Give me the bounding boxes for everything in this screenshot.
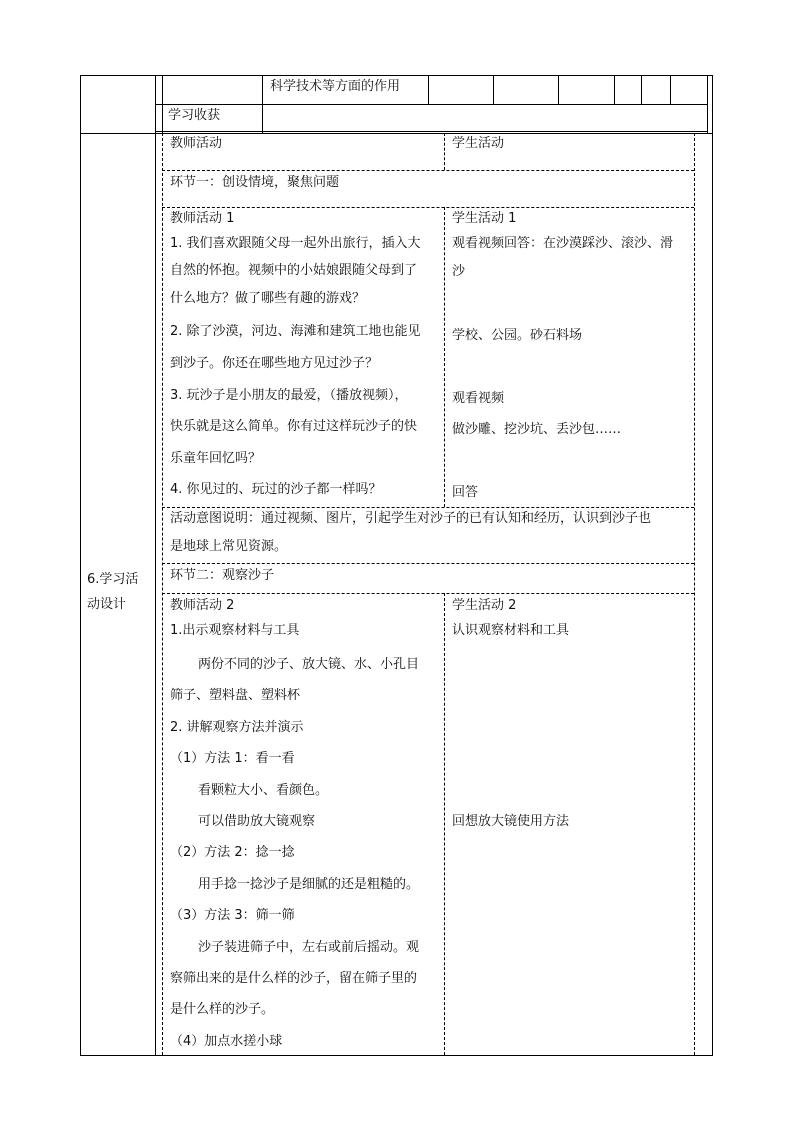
split-line <box>444 207 445 507</box>
row-divider <box>155 104 707 105</box>
section-label: 6.学习活动设计 <box>87 572 139 612</box>
inner-column-line <box>262 75 263 133</box>
dashed-row <box>162 593 694 594</box>
stage1-teacher-line: 1. 我们喜欢跟随父母一起外出旅行，插入大 <box>170 236 421 251</box>
stage1-teacher-line: 2. 除了沙漠，河边、海滩和建筑工地也能见 <box>170 324 421 339</box>
grid-cell-line <box>614 75 615 104</box>
stage2-student-head: 学生活动 2 <box>452 598 517 613</box>
stage2-teacher-line: （2）方法 2：捻一捻 <box>170 845 295 860</box>
stage1-teacher-line: 3. 玩沙子是小朋友的最爱，（播放视频）， <box>170 388 408 403</box>
split-line <box>444 593 445 1055</box>
stage2-teacher-line: 察筛出来的是什么样的沙子，留在筛子里的 <box>170 971 418 986</box>
stage2-teacher-line: 看颗粒大小、看颜色。 <box>198 783 329 798</box>
stage1-teacher-line: 乐童年回忆吗？ <box>170 451 262 466</box>
stage2-title: 环节二：观察沙子 <box>170 568 275 583</box>
stage2-teacher-line: （4）加点水搓小球 <box>170 1034 283 1049</box>
stage1-student-line: 观看视频回答：在沙漠踩沙、滚沙、滑 <box>452 236 674 251</box>
dashed-row <box>162 563 694 564</box>
inner-right-line <box>707 75 708 133</box>
stage1-intent-line: 是地球上常见资源。 <box>170 539 288 554</box>
dashed-row <box>162 207 694 208</box>
right-border <box>712 75 713 1055</box>
label-column-divider <box>155 75 156 1055</box>
activity-right-line <box>694 133 695 1055</box>
stage1-student-line: 沙 <box>452 264 466 279</box>
left-border <box>80 75 81 1055</box>
stage2-teacher-line: （1）方法 1：看一看 <box>170 751 295 766</box>
teacher-activity-header: 教师活动 <box>170 136 223 151</box>
stage2-student-line: 认识观察材料和工具 <box>452 623 570 638</box>
stage2-teacher-line: 用手捻一捻沙子是细腻的还是粗糙的。 <box>198 877 420 892</box>
stage1-student-head: 学生活动 1 <box>452 211 517 226</box>
stage2-teacher-line: 沙子装进筛子中，左右或前后摇动。观 <box>198 940 420 955</box>
grid-cell-line <box>670 75 671 104</box>
stage2-teacher-line: 两份不同的沙子、放大镜、水、小孔目 <box>198 657 420 672</box>
stage1-student-line: 做沙雕、挖沙坑、丢沙包…… <box>452 422 622 437</box>
grid-cell-line <box>641 75 642 104</box>
stage1-teacher-head: 教师活动 1 <box>170 211 235 226</box>
bottom-border <box>80 1055 713 1056</box>
activity-left-line <box>162 133 163 1055</box>
stage1-student-line: 观看视频 <box>452 391 505 406</box>
stage2-teacher-line: 2. 讲解观察方法并演示 <box>170 720 304 735</box>
student-activity-header: 学生活动 <box>452 136 505 151</box>
stage2-teacher-line: 1.出示观察材料与工具 <box>170 623 300 638</box>
inner-column-line <box>162 75 163 133</box>
section-top-border <box>80 133 713 134</box>
stage2-teacher-line: 是什么样的沙子。 <box>170 1002 275 1017</box>
row-divider <box>155 131 707 132</box>
stage2-student-line: 回想放大镜使用方法 <box>452 814 570 829</box>
stage1-student-line: 回答 <box>452 485 479 500</box>
dashed-row <box>162 507 694 508</box>
stage1-intent-line: 活动意图说明：通过视频、图片，引起学生对沙子的已有认知和经历，认识到沙子也 <box>170 511 652 526</box>
stage1-teacher-line: 4. 你见过的、玩过的沙子都一样吗？ <box>170 482 382 497</box>
row1-text: 科学技术等方面的作用 <box>270 79 401 94</box>
stage1-teacher-line: 快乐就是这么简单。你有过这样玩沙子的快 <box>170 419 418 434</box>
grid-cell-line <box>493 75 494 104</box>
stage1-teacher-line: 自然的怀抱。视频中的小姑娘跟随父母到了 <box>170 263 418 278</box>
dashed-row <box>162 170 694 171</box>
stage2-teacher-line: （3）方法 3：筛一筛 <box>170 908 295 923</box>
row2-label: 学习收获 <box>168 108 221 123</box>
stage1-title: 环节一：创设情境，聚焦问题 <box>170 175 340 190</box>
stage2-teacher-line: 可以借助放大镜观察 <box>198 814 316 829</box>
grid-cell-line <box>558 75 559 104</box>
stage1-teacher-line: 什么地方？做了哪些有趣的游戏？ <box>170 291 366 306</box>
split-line <box>444 133 445 170</box>
stage1-teacher-line: 到沙子。你还在哪些地方见过沙子？ <box>170 356 379 371</box>
stage1-student-line: 学校、公园。砂石料场 <box>452 328 583 343</box>
top-border <box>80 75 713 76</box>
grid-cell-line <box>428 75 429 104</box>
stage2-teacher-line: 筛子、塑料盘、塑料杯 <box>170 688 301 703</box>
stage2-teacher-head: 教师活动 2 <box>170 598 235 613</box>
